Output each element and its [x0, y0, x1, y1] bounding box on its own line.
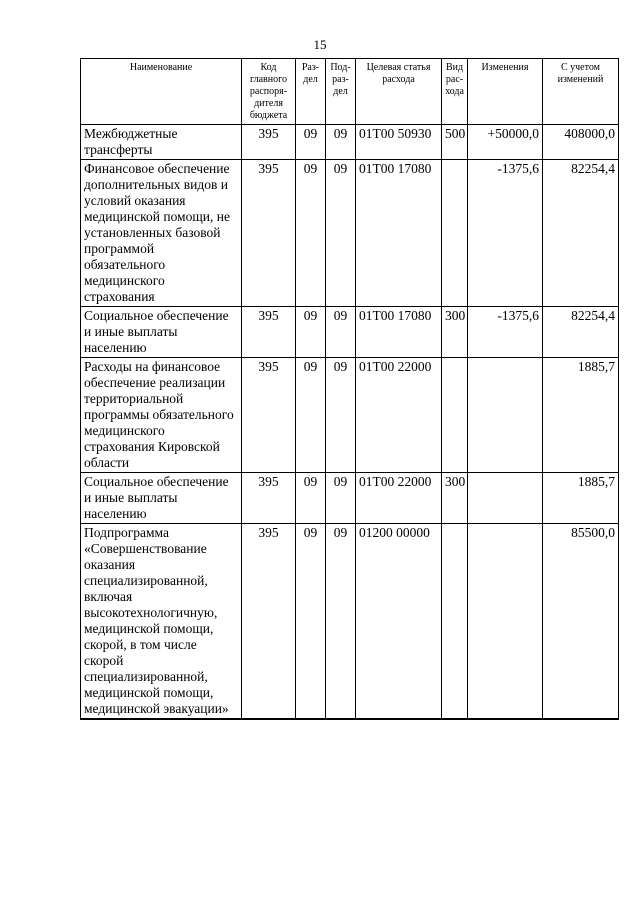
cell-name: Расходы на финансовое обеспечение реализации территориальной программы обязательного медицинского страхования Кировской области — [81, 358, 242, 473]
cell-target: 01Т00 22000 — [356, 358, 442, 473]
cell-total: 1885,7 — [543, 473, 619, 524]
cell-subsection: 09 — [326, 125, 356, 160]
header-total: С учетом изменений — [543, 59, 619, 125]
cell-section: 09 — [296, 160, 326, 307]
cell-name: Финансовое обеспечение дополнительных видов и условий оказания медицинской помощи, не установленных базовой программой обязательного медицинского страхования — [81, 160, 242, 307]
cell-name: Социальное обеспечение и иные выплаты населению — [81, 473, 242, 524]
cell-name: Подпрограмма «Совершенствование оказания специализированной, включая высокотехнологичную, медицинской помощи, скорой, в том числе скорой специализированной, медицинской помощи, медицинской эвакуации» — [81, 524, 242, 720]
cell-section: 09 — [296, 524, 326, 720]
cell-target: 01Т00 50930 — [356, 125, 442, 160]
cell-type — [442, 358, 468, 473]
header-section: Раз-дел — [296, 59, 326, 125]
cell-total: 82254,4 — [543, 160, 619, 307]
cell-change — [468, 524, 543, 720]
cell-total: 82254,4 — [543, 307, 619, 358]
header-name: Наименование — [81, 59, 242, 125]
cell-section: 09 — [296, 358, 326, 473]
cell-code: 395 — [242, 473, 296, 524]
cell-change — [468, 358, 543, 473]
cell-type: 300 — [442, 473, 468, 524]
cell-change — [468, 473, 543, 524]
cell-code: 395 — [242, 524, 296, 720]
cell-type: 500 — [442, 125, 468, 160]
cell-total: 408000,0 — [543, 125, 619, 160]
cell-change: -1375,6 — [468, 307, 543, 358]
cell-subsection: 09 — [326, 524, 356, 720]
cell-subsection: 09 — [326, 307, 356, 358]
cell-subsection: 09 — [326, 160, 356, 307]
cell-total: 1885,7 — [543, 358, 619, 473]
header-type: Вид рас-хода — [442, 59, 468, 125]
cell-type: 300 — [442, 307, 468, 358]
table-row — [81, 160, 619, 307]
header-code: Код главного распоря-дителя бюджета — [242, 59, 296, 125]
cell-code: 395 — [242, 125, 296, 160]
cell-target: 01Т00 17080 — [356, 160, 442, 307]
table-row — [81, 524, 619, 720]
cell-name: Социальное обеспечение и иные выплаты населению — [81, 307, 242, 358]
table-row — [81, 307, 619, 358]
cell-type — [442, 524, 468, 720]
table-header-row — [81, 59, 619, 125]
cell-section: 09 — [296, 125, 326, 160]
cell-subsection: 09 — [326, 358, 356, 473]
header-subsection: Под-раз-дел — [326, 59, 356, 125]
header-change: Изменения — [468, 59, 543, 125]
cell-section: 09 — [296, 473, 326, 524]
cell-target: 01200 00000 — [356, 524, 442, 720]
table-row — [81, 473, 619, 524]
header-target: Целевая статья расхода — [356, 59, 442, 125]
cell-code: 395 — [242, 160, 296, 307]
cell-subsection: 09 — [326, 473, 356, 524]
cell-target: 01Т00 17080 — [356, 307, 442, 358]
page-number: 15 — [313, 37, 327, 52]
cell-code: 395 — [242, 307, 296, 358]
cell-total: 85500,0 — [543, 524, 619, 720]
cell-change: +50000,0 — [468, 125, 543, 160]
cell-target: 01Т00 22000 — [356, 473, 442, 524]
cell-type — [442, 160, 468, 307]
cell-code: 395 — [242, 358, 296, 473]
cell-section: 09 — [296, 307, 326, 358]
budget-table — [80, 58, 619, 720]
table-row — [81, 358, 619, 473]
cell-name: Межбюджетные трансферты — [81, 125, 242, 160]
table-row — [81, 125, 619, 160]
cell-change: -1375,6 — [468, 160, 543, 307]
